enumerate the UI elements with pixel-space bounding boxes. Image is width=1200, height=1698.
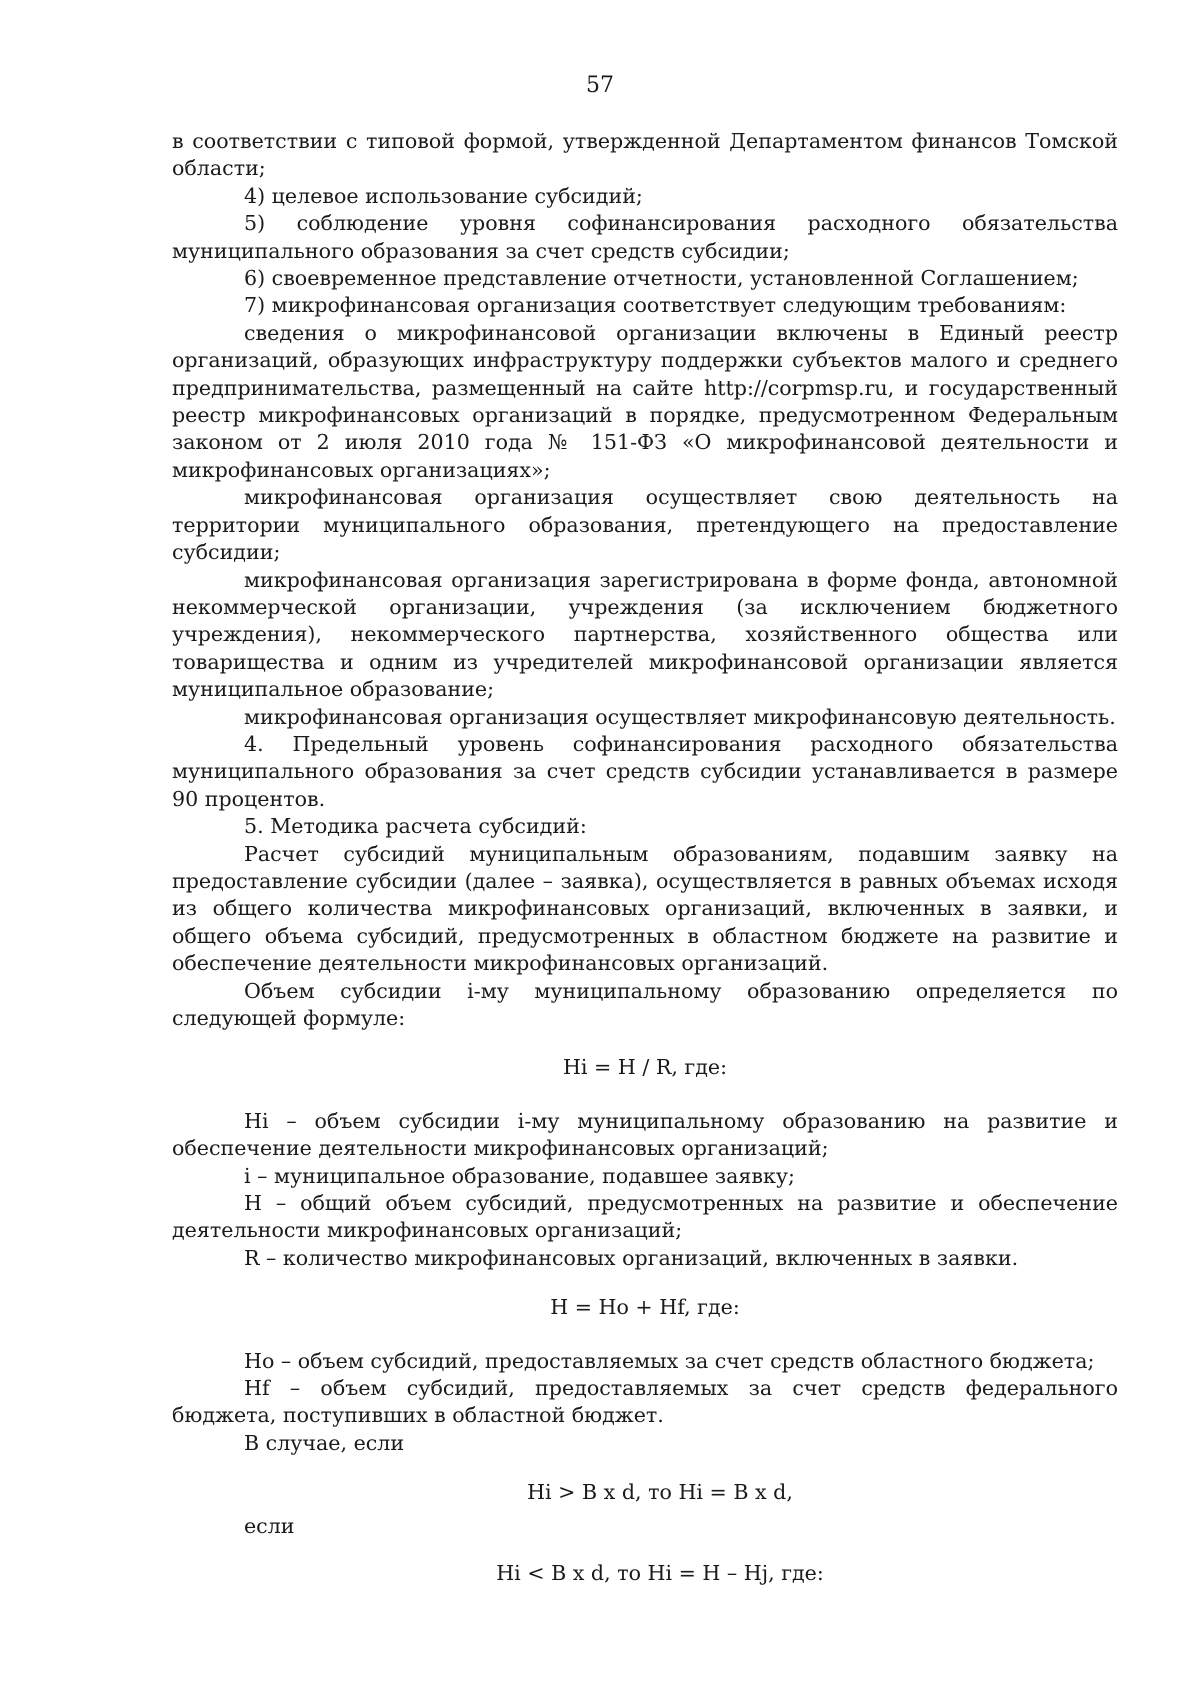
paragraph: В случае, если — [244, 1430, 405, 1455]
paragraph: Расчет субсидий муниципальным образованиям, подавшим заявку на предоставление субсидии (далее – заявка), осуществляется в равных объемах исходя из общего количества микрофинансовых организаций, включенных в заявки, и общего объема субсидий, предусмотренных в областном бюджете на развитие и обеспечение деятельности микрофинансовых организаций. — [172, 841, 1118, 976]
definition: Hf – объем субсидий, предоставляемых за счет средств федерального бюджета, поступивших в областной бюджет. — [172, 1376, 1118, 1428]
section-heading: 5. Методика расчета субсидий: — [244, 814, 587, 839]
paragraph: сведения о микрофинансовой организации включены в Единый реестр организаций, образующих инфраструктуру поддержки субъектов малого и среднего предпринимательства, размещенный на сайте http://corpmsp.ru, и государственный реестр микрофинансовых организаций в порядке, предусмотренном Федеральным законом от 2 июля 2010 года № 151-ФЗ «О микрофинансовой деятельности и микрофинансовых организациях»; — [172, 320, 1118, 482]
definition: Ho – объем субсидий, предоставляемых за счет средств областного бюджета; — [244, 1348, 1095, 1373]
section-paragraph: 4. Предельный уровень софинансирования расходного обязательства муниципального образования за счет средств субсидии устанавливается в размере 90 процентов. — [172, 731, 1118, 811]
paragraph: микрофинансовая организация осуществляет свою деятельность на территории муниципального образования, претендующего на предоставление субсидии; — [172, 485, 1118, 565]
list-item: 4) целевое использование субсидий; — [244, 183, 643, 208]
paragraph: Объем субсидии i-му муниципальному образованию определяется по следующей формуле: — [172, 978, 1118, 1030]
definition: R – количество микрофинансовых организаций, включенных в заявки. — [244, 1245, 1019, 1270]
paragraph: микрофинансовая организация осуществляет микрофинансовую деятельность. — [244, 704, 1116, 729]
definition: H – общий объем субсидий, предусмотренных на развитие и обеспечение деятельности микрофинансовых организаций; — [172, 1191, 1118, 1243]
document-body — [172, 128, 1118, 1588]
list-item: 7) микрофинансовая организация соответствует следующим требованиям: — [244, 293, 1067, 318]
formula: Hi > B x d, то Hi = B x d, — [527, 1480, 793, 1505]
paragraph: в соответствии с типовой формой, утвержденной Департаментом финансов Томской области; — [172, 129, 1118, 181]
definition: i – муниципальное образование, подавшее заявку; — [244, 1163, 795, 1188]
list-item: 5) соблюдение уровня софинансирования расходного обязательства муниципального образования за счет средств субсидии; — [172, 211, 1118, 263]
paragraph: если — [244, 1513, 295, 1538]
formula: H = Ho + Hf, где: — [550, 1295, 740, 1320]
formula: Hi = H / R, где: — [562, 1055, 728, 1080]
definition: Hi – объем субсидии i-му муниципальному образованию на развитие и обеспечение деятельности микрофинансовых организаций; — [172, 1108, 1118, 1161]
paragraph: микрофинансовая организация зарегистрирована в форме фонда, автономной некоммерческой организации, учреждения (за исключением бюджетного учреждения), некоммерческого партнерства, хозяйственного общества или товарищества и одним из учредителей микрофинансовой организации является муниципальное образование; — [172, 567, 1118, 702]
page-number: 57 — [586, 73, 614, 98]
list-item: 6) своевременное представление отчетности, установленной Соглашением; — [244, 266, 1079, 291]
formula: Hi < B x d, то Hi = H – Hj, где: — [496, 1561, 824, 1586]
